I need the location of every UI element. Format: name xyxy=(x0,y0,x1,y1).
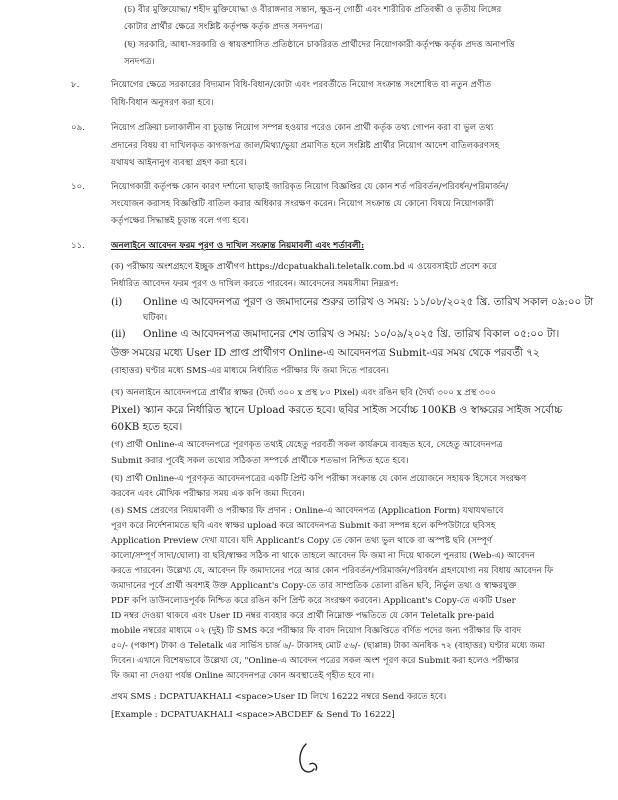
gha-line1: (ঘ) প্রার্থী Online-এ পূরণকৃত আবেদনপত্রের একটি প্রিন্ট কপি পরীক্ষা সংক্রান্ত যে কোন প্রয়োজনে সহায়ক হিসেবে সংরক্ষণ xyxy=(111,474,527,484)
schedule-i-label: (i) xyxy=(111,296,123,308)
clause-8-line1: নিয়োগের ক্ষেত্রে সরকারের বিদ্যমান বিধি-বিধান/কোটা এবং পরবর্তীতে নিয়োগ সংক্রান্ত সংশোধিত বা নতুন প্রণীত xyxy=(111,80,492,90)
clause-10-line1: নিয়োগকারী কর্তৃপক্ষ কোন কারণ দর্শানো ছাড়াই জারিকৃত নিয়োগ বিজ্ঞপ্তির যে কোন শর্ত পরিবর্তন/পরিবর্ধন/পরিমার্জন/ xyxy=(111,182,509,192)
ga-line2: Submit করার পূর্বেই সকল তথ্যের সঠিকতা সম্পর্কে প্রার্থীকে শতভাগ নিশ্চিত হতে হবে। xyxy=(111,456,409,466)
item-chha-line1: (ছ) সরকারি, আধা-সরকারি ও স্বায়ত্তশাসিত প্রতিষ্ঠানে চাকরিরত প্রার্থীদের নিয়োগকারী কর্তৃপক্ষ কর্তৃক প্রদত্ত অনাপত্তি xyxy=(124,40,515,50)
clause-8-number: ৮. xyxy=(71,80,80,90)
item-chha-line2: সনদপত্র। xyxy=(124,57,155,67)
gha-line2: করবেন এবং মৌখিক পরীক্ষার সময় এক কপি জমা দিবেন। xyxy=(111,489,305,499)
umo-line10: ৫০/- (পঞ্চাশ) টাকা ও Teletalk এর সার্ভিস চার্জ ৬/- টাকাসহ মোট ৫৬/- (ছাপ্পান্ন) টাকা অনধিক ৭২ (বাহাত্তর) ঘণ্টার মধ্যে জমা xyxy=(111,641,545,651)
clause-9-number: ০৯. xyxy=(71,123,85,133)
umo-line12: ফি জমা না দেওয়া পর্যন্ত Online আবেদনপত্র কোন অবস্থাতেই গৃহীত হবে না। xyxy=(111,671,375,681)
clause-8-line2: বিধি-বিধান অনুসরণ করা হবে। xyxy=(111,98,214,108)
ga-line1: (গ) প্রার্থী Online-এ আবেদনপত্রে পূরণকৃত তথ্যই যেহেতু পরবর্তী সকল কার্যক্রমে ব্যবহৃত হবে, সেহেতু আবেদনপত্র xyxy=(111,440,503,450)
clause-9-line3: যথাযথ আইনানুগ ব্যবস্থা গ্রহণ করা হবে। xyxy=(111,158,247,168)
after-schedule-line2: (বাহাত্তর) ঘণ্টার মধ্যে SMS-এর মাধ্যমে নির্ধারিত পরীক্ষার ফি জমা দিতে পারবেন। xyxy=(111,366,390,376)
umo-line5: করতে পারবেন। উল্লেখ্য যে, আবেদন ফি জমাদানের পরে আর কোন পরিবর্তন/পরিমার্জন/পরিবর্ধন গ্রহণযোগ্য নয় বিধায় আবেদন ফি xyxy=(111,566,554,576)
section-11-heading: অনলাইনে আবেদন ফরম পূরণ ও দাখিল সংক্রান্ত নিয়মাবলী এবং শর্তাবলী: xyxy=(111,241,365,251)
umo-line7: PDF কপি ডাউনলোডপূর্বক নিশ্চিত করে রঙিন কপি প্রিন্ট করে সংরক্ষণ করবেন। Applicant's Copy-তে একটি User xyxy=(111,596,516,606)
kha-line1: (খ) অনলাইনে আবেদনপত্রে প্রার্থীর স্বাক্ষর (দৈর্ঘ্য ৩০০ x প্রস্থ ৮০ Pixel) এবং রঙিন ছবি (দৈর্ঘ্য ৩০০ x প্রস্থ ৩০০ xyxy=(111,388,496,398)
item-cha-line2: কোটার প্রার্থীর ক্ষেত্রে সংশ্লিষ্ট কর্তৃপক্ষ কর্তৃক প্রদত্ত সনদপত্র। xyxy=(124,22,323,32)
ka-line1: (ক) পরীক্ষায় অংশগ্রহণে ইচ্ছুক প্রার্থীগণ https://dcpatuakhali.teletalk.com.bd এ ওয়েবসাইটে প্রবেশ করে xyxy=(111,262,497,272)
clause-10-line2: সংযোজন করাসহ বিজ্ঞপ্তিটি বাতিল করার অধিকার সংরক্ষণ করেন। নিয়োগ সংক্রান্ত যে কোনো বিষয়ে নিয়োগকারী xyxy=(111,199,494,209)
umo-line3: Application Preview দেখা যাবে। যদি Applicant's Copy তে কোন তথ্য ভুল থাকে বা অস্পষ্ট ছবি (সম্পূর্ণ xyxy=(111,536,493,546)
umo-line1: (ঙ) SMS প্রেরণের নিয়মাবলী ও পরীক্ষার ফি প্রদান : Online-এ আবেদনপত্র (Application Form) যথাযথভাবে xyxy=(111,506,504,516)
schedule-ii-line1: Online এ আবেদনপত্র জমাদানের শেষ তারিখ ও সময়: ১০/০৯/২০২৫ খ্রি. তারিখ বিকাল ০৫:০০ টা। xyxy=(143,328,560,340)
schedule-ii-label: (ii) xyxy=(111,328,126,340)
item-cha-line1: (চ) বীর মুক্তিযোদ্ধা/ শহীদ মুক্তিযোদ্ধা ও বীরাঙ্গনার সন্তান, ক্ষুদ্র-নৃ গোষ্ঠী এবং শারীরিক প্রতিবন্ধী ও তৃতীয় লিঙ্গের xyxy=(124,5,502,15)
clause-9-line1: নিয়োগ প্রক্রিয়া চলাকালীন বা চূড়ান্ত নিয়োগ সম্পন্ন হওয়ার পরেও কোন প্রার্থী কর্তৃক তথ্য গোপন করা বা ভুল তথ্য xyxy=(111,123,494,133)
clause-10-number: ১০. xyxy=(71,182,85,192)
signature-mark xyxy=(288,740,328,780)
sms-example: [Example : DCPATUAKHALI <space>ABCDEF & Send To 16222] xyxy=(111,710,395,720)
schedule-i-line1: Online এ আবেদনপত্র পূরণ ও জমাদানের শুরুর তারিখ ও সময়: ১১/০৮/২০২৫ খ্রি. তারিখ সকাল ০৯:০০ টা xyxy=(143,296,594,308)
ka-line2: নির্ধারিত আবেদন ফরম পূরণ ও দাখিল করতে পারবেন। আবেদনের সময়সীমা নিম্নরূপ: xyxy=(111,279,399,289)
umo-line2: পূরণ করে নির্দেশনামতে ছবি এবং স্বাক্ষর upload করে আবেদনপত্র Submit করা সম্পন্ন হলে কম্পিউটারে ছবিসহ xyxy=(111,521,496,531)
umo-line4: কালো/সম্পূর্ণ সাদা/ঘোলা) বা ছবি/স্বাক্ষর সঠিক না থাকে তাহলে আবেদন ফি জমা না দিয়ে থাকলে পুনরায় (Web-এ) আবেদন xyxy=(111,551,535,561)
kha-line2: Pixel) স্ক্যান করে নির্ধারিত স্থানে Upload করতে হবে। ছবির সাইজ সর্বোচ্চ 100KB ও স্বাক্ষরের সাইজ সর্বোচ্চ xyxy=(111,404,563,416)
clause-9-line2: প্রদানের বিষয় বা দাখিলকৃত কাগজপত্র জাল/মিথ্যা/ভুয়া প্রমাণিত হলে সংশ্লিষ্ট প্রার্থীর নিয়োগ আদেশ বাতিলকরণসহ xyxy=(111,141,500,151)
umo-line11: দিবেন। এখানে বিশেষভাবে উল্লেখ্য যে, "Online-এ আবেদন পত্রের সকল অংশ পূরণ করে Submit করা হলেও পরীক্ষার xyxy=(111,656,519,666)
umo-line8: ID নম্বর দেওয়া থাকবে এবং User ID নম্বর ব্যবহার করে প্রার্থী নিম্নোক্ত পদ্ধতিতে যে কোন Teletalk pre-paid xyxy=(111,611,495,621)
first-sms-instruction: প্রথম SMS : DCPATUAKHALI <space>User ID লিখে 16222 নম্বরে Send করতে হবে। xyxy=(111,692,447,702)
schedule-i-line2: ঘটিকা। xyxy=(143,313,168,323)
after-schedule-line1: উক্ত সময়ের মধ্যে User ID প্রাপ্ত প্রার্থীগণ Online-এ আবেদনপত্র Submit-এর সময় থেকে পরবর্তী ৭২ xyxy=(111,347,540,359)
section-11-number: ১১. xyxy=(71,241,85,251)
kha-line3: 60KB হতে হবে। xyxy=(111,421,183,433)
umo-line9: mobile নম্বরের মাধ্যমে ০২ (দুই) টি SMS করে পরীক্ষার ফি বাবদ নিয়োগ বিজ্ঞপ্তিতে বর্ণিত পদের জন্য পরীক্ষার ফি বাবদ xyxy=(111,626,522,636)
umo-line6: জমাদানের পূর্বে প্রার্থী অবশ্যই উক্ত Applicant's Copy-তে তার সাম্প্রতিক তোলা রঙিন ছবি, নির্ভুল তথ্য ও স্বাক্ষরযুক্ত xyxy=(111,581,517,591)
clause-10-line3: কর্তৃপক্ষের সিদ্ধান্তই চূড়ান্ত বলে গণ্য হবে। xyxy=(111,216,249,226)
